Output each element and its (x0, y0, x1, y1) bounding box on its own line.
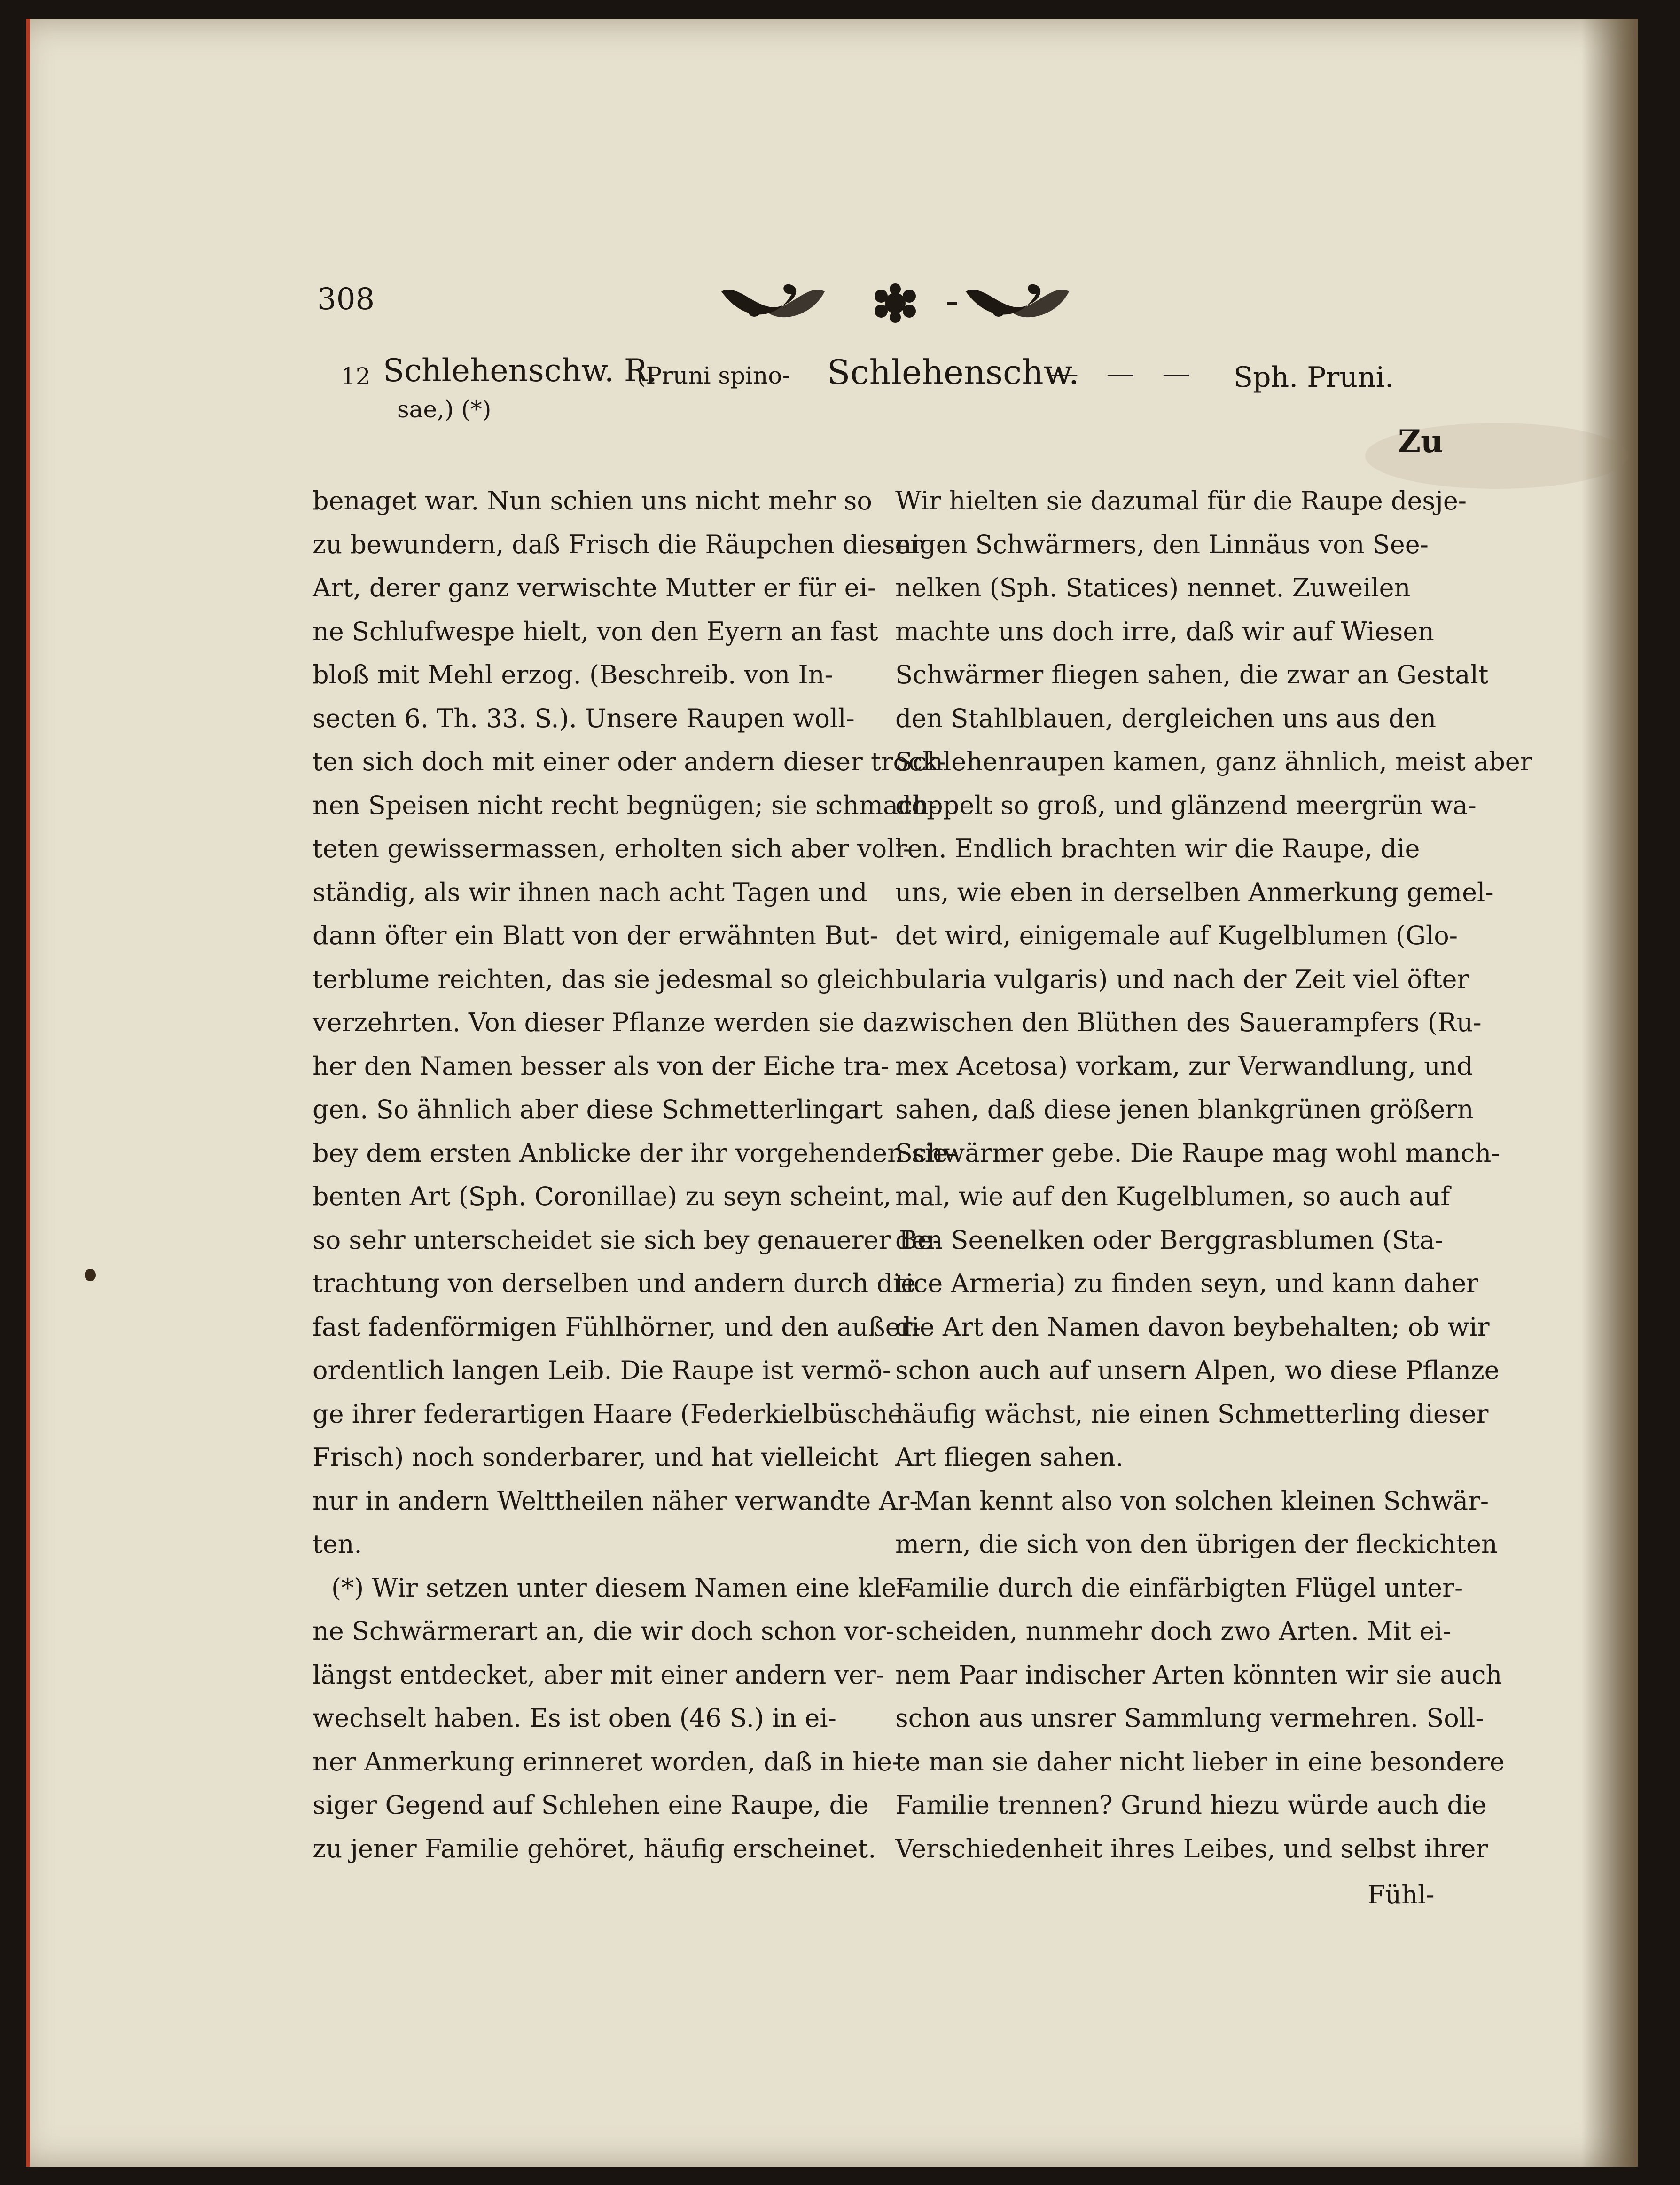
text-line: Art, derer ganz verwischte Mutter er für ei- (313, 573, 876, 603)
text-line: benaget war. Nun schien uns nicht mehr so (313, 486, 872, 516)
text-line: nigen Schwärmers, den Linnäus von See- (895, 529, 1429, 559)
text-line: zwischen den Blüthen des Sauerampfers (Ru- (895, 1008, 1482, 1037)
row-number: 12 (341, 363, 371, 390)
text-line: te man sie daher nicht lieber in eine besondere (895, 1746, 1505, 1777)
text-line: ordentlich langen Leib. Die Raupe ist vermö- (313, 1355, 891, 1385)
footnote-line: wechselt haben. Es ist oben (46 S.) in ei- (313, 1703, 836, 1733)
text-line: ten sich doch mit einer oder andern dieser trock- (313, 747, 946, 776)
catchword-top: Zu (1398, 423, 1444, 460)
book-spine-shadow (1581, 19, 1638, 2167)
sphinx-name: Sph. Pruni. (1234, 361, 1394, 394)
text-line: bey dem ersten Anblicke der ihr vorgehenden sie- (313, 1138, 957, 1168)
ink-spot (85, 1269, 96, 1281)
right-column (895, 479, 1532, 1871)
text-line: nem Paar indischer Arten könnten wir sie auch (895, 1660, 1502, 1690)
latin-name-continued: sae,) (*) (397, 396, 492, 423)
text-line: Wir hielten sie dazumal für die Raupe desje- (895, 486, 1467, 516)
text-line: gen. So ähnlich aber diese Schmetterlingart (313, 1095, 883, 1124)
text-line: ständig, als wir ihnen nach acht Tagen und (313, 877, 867, 907)
text-line: ge ihrer federartigen Haare (Federkielbüsche (313, 1399, 903, 1429)
text-line: doppelt so groß, und glänzend meergrün wa- (895, 790, 1477, 820)
footnote-line: ner Anmerkung erinneret worden, daß in hie- (313, 1746, 901, 1777)
text-line: sahen, daß diese jenen blankgrünen größern (895, 1095, 1474, 1124)
text-line: Verschiedenheit ihres Leibes, und selbst ihrer (895, 1833, 1488, 1864)
text-line: ne Schlufwespe hielt, von den Eyern an fast (313, 616, 878, 646)
text-line: den Stahlblauen, dergleichen uns aus den (895, 703, 1437, 733)
text-line: zu bewundern, daß Frisch die Räupchen dieser (313, 529, 922, 559)
text-line: teten gewissermassen, erholten sich aber voll- (313, 834, 912, 863)
text-line: nelken (Sph. Statices) nennet. Zuweilen (895, 573, 1411, 603)
text-line: bloß mit Mehl erzog. (Beschreib. von In- (313, 660, 833, 689)
book-page (26, 19, 1638, 2167)
text-line: trachtung von derselben und andern durch die (313, 1269, 916, 1298)
decorative-ornament-icon (703, 273, 1088, 338)
text-line: Schwärmer gebe. Die Raupe mag wohl manch- (895, 1138, 1500, 1168)
text-line: fast fadenförmigen Fühlhörner, und den außer- (313, 1312, 921, 1342)
page-number: 308 (317, 282, 375, 317)
text-line: schon auch auf unsern Alpen, wo diese Pflanze (895, 1355, 1500, 1385)
text-line: mern, die sich von den übrigen der fleckichten (895, 1529, 1498, 1559)
text-line: scheiden, nunmehr doch zwo Arten. Mit ei- (895, 1616, 1451, 1646)
text-line: mal, wie auf den Kugelblumen, so auch auf (895, 1182, 1450, 1211)
text-line: secten 6. Th. 33. S.). Unsere Raupen woll- (313, 703, 855, 733)
text-line: den Seenelken oder Berggrasblumen (Sta- (895, 1225, 1444, 1255)
classification-table-row (317, 352, 1398, 432)
text-line: Art fliegen sahen. (895, 1442, 1124, 1472)
text-line: häufig wächst, nie einen Schmetterling dieser (895, 1399, 1489, 1429)
text-line: ren. Endlich brachten wir die Raupe, die (895, 834, 1420, 863)
text-line: bularia vulgaris) und nach der Zeit viel öfter (895, 964, 1469, 994)
left-column (313, 479, 957, 1871)
text-line: Man kennt also von solchen kleinen Schwär- (914, 1486, 1489, 1516)
text-line: mex Acetosa) vorkam, zur Verwandlung, und (895, 1051, 1473, 1081)
footnote-line: siger Gegend auf Schlehen eine Raupe, die (313, 1790, 869, 1820)
text-line: her den Namen besser als von der Eiche tra- (313, 1051, 890, 1081)
text-line: Frisch) noch sonderbarer, und hat vielleicht (313, 1442, 879, 1472)
footnote-line: ne Schwärmerart an, die wir doch schon vor- (313, 1616, 895, 1646)
text-line: machte uns doch irre, daß wir auf Wiesen (895, 616, 1434, 646)
text-line: terblume reichten, das sie jedesmal so gleich (313, 964, 895, 994)
footnote-line: (*) Wir setzen unter diesem Namen eine klei- (331, 1573, 913, 1603)
text-line: Familie trennen? Grund hiezu würde auch die (895, 1790, 1487, 1820)
text-line: schon aus unsrer Sammlung vermehren. Soll- (895, 1703, 1484, 1733)
text-line: det wird, einigemale auf Kugelblumen (Glo- (895, 921, 1458, 950)
text-line: ten. (313, 1529, 362, 1559)
text-line: uns, wie eben in derselben Anmerkung gemel- (895, 877, 1494, 907)
text-line: verzehrten. Von dieser Pflanze werden sie da- (313, 1008, 903, 1037)
species-name: Schlehenschw. R. (383, 352, 657, 389)
text-line: nen Speisen nicht recht begnügen; sie schmach- (313, 790, 938, 820)
table-dashes: — — — (1050, 357, 1200, 390)
footnote-line: zu jener Familie gehöret, häufig erscheinet. (313, 1833, 876, 1864)
footnote-line: längst entdecket, aber mit einer andern ver- (313, 1660, 885, 1690)
text-line: nur in andern Welttheilen näher verwandte Ar- (313, 1486, 918, 1516)
text-line: benten Art (Sph. Coronillae) zu seyn scheint, (313, 1182, 891, 1211)
text-line: dann öfter ein Blatt von der erwähnten But- (313, 921, 878, 950)
text-line: Familie durch die einfärbigten Flügel unter- (895, 1573, 1463, 1603)
text-line: Schlehenraupen kamen, ganz ähnlich, meist aber (895, 747, 1532, 776)
latin-name: (Pruni spino- (637, 362, 790, 389)
text-line: Schwärmer fliegen sahen, die zwar an Gestalt (895, 660, 1489, 689)
red-page-edge (26, 19, 30, 2167)
german-name: Schlehenschw. (827, 352, 1079, 392)
text-line: so sehr unterscheidet sie sich bey genauerer Be- (313, 1225, 941, 1255)
text-line: tice Armeria) zu finden seyn, und kann daher (895, 1269, 1478, 1298)
catchword-bottom: Fühl- (1367, 1880, 1435, 1910)
text-line: die Art den Namen davon beybehalten; ob wir (895, 1312, 1490, 1342)
